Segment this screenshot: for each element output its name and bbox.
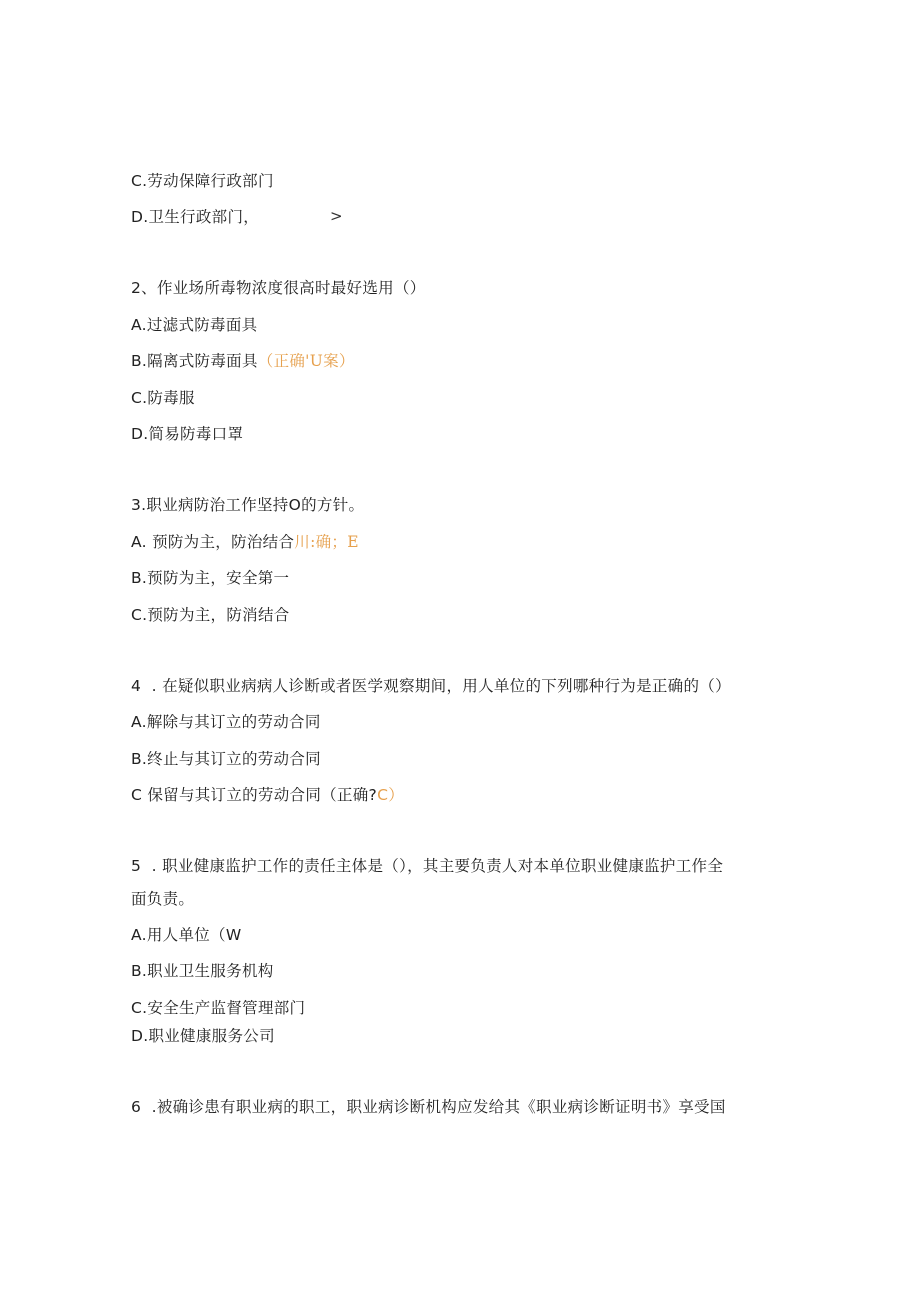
question-3: 3.职业病防治工作坚持O的方针。 (131, 496, 365, 514)
q2-option-a: A.过滤式防毒面具 (131, 316, 258, 334)
q4-option-b: B.终止与其订立的劳动合同 (131, 750, 321, 768)
question-2: 2、作业场所毒物浓度很高时最好选用（） (131, 279, 426, 297)
q3-option-a-text: A. 预防为主，防治结合 (131, 533, 295, 551)
q4-option-a: A.解除与其订立的劳动合同 (131, 713, 321, 731)
q5-option-c: C.安全生产监督管理部门 (131, 999, 306, 1017)
q2-option-c: C.防毒服 (131, 389, 195, 407)
q3-option-a (131, 532, 359, 552)
q4-answer-note: C） (377, 786, 405, 804)
q2-option-b (131, 351, 355, 371)
q2-option-b-text: B.隔离式防毒面具 (131, 352, 258, 370)
q4-option-c-text: C 保留与其订立的劳动合同（正确? (131, 786, 378, 804)
q2-option-d: D.简易防毒口罩 (131, 425, 244, 443)
question-5-line-1: 5 . 职业健康监护工作的责任主体是（），其主要负责人对本单位职业健康监护工作全 (131, 857, 724, 875)
option-c-labor-dept: C.劳动保障行政部门 (131, 172, 274, 190)
question-4: 4 . 在疑似职业病病人诊断或者医学观察期间，用人单位的下列哪种行为是正确的（） (131, 677, 731, 695)
q4-option-c (131, 785, 404, 805)
q5-option-a: A.用人单位（W (131, 926, 242, 944)
stray-mark: > (330, 207, 343, 225)
q3-option-c: C.预防为主，防消结合 (131, 606, 290, 624)
q2-answer-note: （正确'U案） (257, 352, 355, 370)
q5-option-b: B.职业卫生服务机构 (131, 962, 274, 980)
q3-option-b: B.预防为主，安全第一 (131, 569, 290, 587)
question-6: 6 .被确诊患有职业病的职工，职业病诊断机构应发给其《职业病诊断证明书》享受国 (131, 1098, 726, 1116)
option-d-health-dept: D.卫生行政部门， (131, 208, 260, 226)
question-5-line-2: 面负责。 (131, 890, 195, 908)
q5-option-d: D.职业健康服务公司 (131, 1027, 275, 1045)
q3-answer-note: 川:确；E (294, 533, 359, 551)
